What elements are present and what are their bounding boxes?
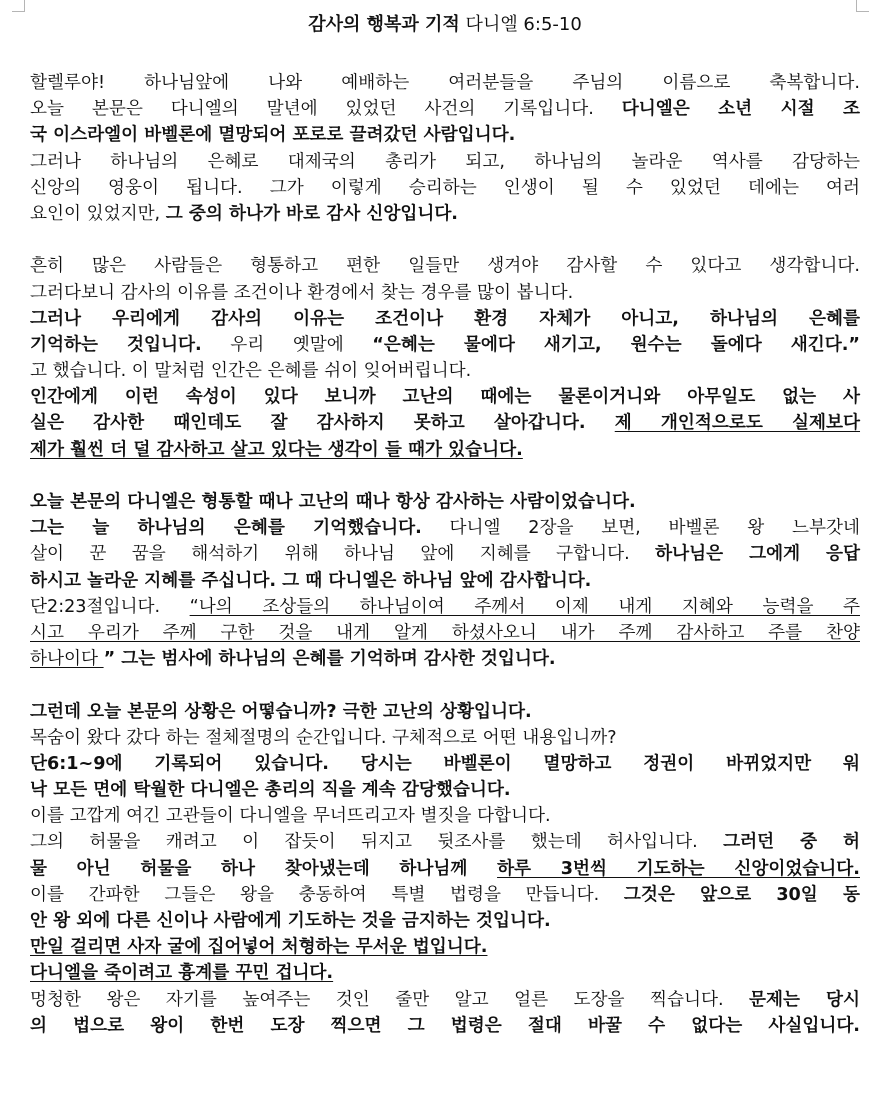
text-line [30, 306, 860, 332]
text-line [30, 594, 860, 620]
text-span: 신앙의 영웅이 됩니다. 그가 이렇게 승리하는 인생이 될 수 있었던 데에는 여러 [30, 177, 860, 198]
text-line [30, 410, 860, 436]
paragraph [30, 70, 860, 227]
bold-text-span: 그런데 오늘 본문의 상황은 어떻습니까? 극한 고난의 상황입니다. [30, 701, 532, 722]
text-span: 우리 옛말에 [201, 334, 373, 355]
paragraph [30, 253, 860, 463]
text-line [30, 384, 860, 410]
bold-text-span: 의 법으로 왕이 한번 도장 찍으면 그 법령은 절대 바꿀 수 없다는 사실입니다. [30, 1015, 860, 1036]
text-span: 그러나 하나님의 은혜로 대제국의 총리가 되고, 하나님의 놀라운 역사를 감당하는 [30, 151, 860, 172]
text-line [30, 122, 860, 148]
bold-text-span: 다니엘은 소년 시절 조 [621, 99, 860, 120]
text-span: 멍청한 왕은 자기를 높여주는 것인 줄만 알고 얼른 도장을 찍습니다. [30, 989, 750, 1010]
text-span: 이를 간파한 그들은 왕을 충동하여 특별 법령을 만듭니다. [30, 884, 624, 905]
text-span: 시고 우리가 주께 구한 것을 내게 알게 하셨사오니 내가 주께 감사하고 주를 찬양 [30, 622, 860, 643]
text-line [30, 934, 860, 960]
text-span: 이를 고깝게 여긴 고관들이 다니엘을 무너뜨리고자 별짓을 다합니다. [30, 806, 551, 827]
text-line [30, 725, 860, 751]
text-line [30, 856, 860, 882]
bold-text-span: 안 왕 외에 다른 신이나 사람에게 기도하는 것을 금지하는 것입니다. [30, 911, 551, 931]
text-span: 목숨이 왔다 갔다 하는 절체절명의 순간입니다. 구체적으로 어떤 내용입니까? [30, 727, 617, 748]
paragraph-gap [30, 672, 860, 698]
scripture-reference: 다니엘 6:5-10 [459, 14, 582, 35]
text-span: 오늘 본문은 다니엘의 말년에 있었던 사건의 기록입니다. [30, 99, 622, 120]
text-span: 살이 꾼 꿈을 해석하기 위해 하나님 앞에 지혜를 구합니다. [30, 544, 656, 565]
text-line [30, 699, 860, 725]
paragraph-gap [30, 227, 860, 253]
text-line [30, 987, 860, 1013]
bold-text-span: 그것은 앞으로 30일 동 [623, 884, 861, 905]
bold-text-span: 기억하는 것입니다. [30, 334, 202, 355]
bold-text-span: 인간에게 이런 속성이 있다 보니까 고난의 때에는 물론이거니와 아무일도 없는 사 [30, 387, 860, 408]
text-line [30, 332, 860, 358]
sermon-body [30, 70, 860, 1039]
text-line [30, 777, 860, 803]
text-line [30, 70, 860, 96]
paragraph [30, 489, 860, 672]
text-line [30, 489, 860, 515]
text-line [30, 96, 860, 122]
bold-text-span: 하나님은 그에게 응답 [655, 544, 860, 565]
bold-text-span: 오늘 본문의 다니엘은 형통할 때나 고난의 때나 항상 감사하는 사람이었습니다. [30, 492, 636, 512]
text-line [30, 803, 860, 829]
text-line [30, 620, 860, 646]
text-line [30, 201, 860, 227]
text-line [30, 829, 860, 855]
text-line [30, 568, 860, 594]
text-span: 하나이다 [30, 649, 104, 670]
text-line [30, 751, 860, 777]
bold-text-span: 그러나 우리에게 감사의 이유는 조건이나 환경 자체가 아니고, 하나님의 은혜를 [30, 308, 860, 329]
bold-text-span: 그러던 중 허 [723, 832, 860, 853]
text-line [30, 908, 860, 934]
text-line [30, 1013, 860, 1039]
paragraph [30, 699, 860, 1039]
text-line [30, 280, 860, 306]
text-line [30, 149, 860, 175]
page-corner-mark-left [12, 0, 25, 12]
bold-text-span: 국 이스라엘이 바벨론에 멸망되어 포로로 끌려갔던 사람입니다. [30, 125, 516, 146]
text-line [30, 646, 860, 672]
text-line [30, 358, 860, 384]
sermon-title [30, 8, 860, 42]
text-span: “나의 조상들의 하나님이여 주께서 이제 내게 지혜와 능력을 주 [189, 596, 860, 617]
bold-text-span: 만일 걸리면 사자 굴에 집어넣어 처형하는 무서운 법입니다. [30, 937, 488, 958]
bold-text-span: 실은 감사한 때인데도 잘 감사하지 못하고 살아갑니다. [30, 413, 615, 434]
bold-text-span: 제 개인적으로도 실제보다 [614, 413, 861, 434]
bold-text-span: 물 아닌 허물을 하나 찾아냈는데 하나님께 [30, 858, 498, 879]
bold-text-span: 그 중의 하나가 바로 감사 신앙입니다. [165, 203, 458, 224]
text-span: 요인이 있었지만, [30, 203, 166, 224]
paragraph-gap [30, 463, 860, 489]
text-span: 단2:23절입니다. [30, 596, 190, 617]
text-line [30, 175, 860, 201]
bold-text-span: ” 그는 범사에 하나님의 은혜를 기억하며 감사한 것입니다. [103, 649, 556, 670]
text-span: 다니엘 2장을 보면, 바벨론 왕 느부갓네 [421, 518, 860, 539]
bold-text-span: 하루 3번씩 기도하는 신앙이었습니다. [497, 858, 860, 879]
text-span: 할렐루야! 하나님앞에 나와 예배하는 여러분들을 주님의 이름으로 축복합니다. [30, 73, 860, 93]
text-line [30, 541, 860, 567]
bold-text-span: 단6:1~9에 기록되어 있습니다. 당시는 바벨론이 멸망하고 정권이 바뀌었지만 워 [30, 753, 860, 774]
text-span: 그러다보니 감사의 이유를 조건이나 환경에서 찾는 경우를 많이 봅니다. [30, 282, 574, 303]
text-span: 흔히 많은 사람들은 형통하고 편한 일들만 생겨야 감사할 수 있다고 생각합니다. [30, 256, 860, 277]
bold-text-span: 그는 늘 하나님의 은혜를 기억했습니다. [30, 518, 422, 539]
text-line [30, 882, 860, 908]
bold-text-span: 하시고 놀라운 지혜를 주십니다. 그 때 다니엘은 하나님 앞에 감사합니다. [30, 570, 592, 591]
document-page [30, 8, 860, 1039]
bold-text-span: 낙 모든 면에 탁월한 다니엘은 총리의 직을 계속 감당했습니다. [30, 780, 511, 801]
bold-text-span: 문제는 당시 [749, 989, 860, 1010]
bold-text-span: 다니엘을 죽이려고 흉계를 꾸민 겁니다. [30, 963, 334, 984]
text-line [30, 437, 860, 463]
text-line [30, 253, 860, 279]
title-text: 감사의 행복과 기적 [308, 14, 460, 35]
bold-text-span: “은혜는 물에다 새기고, 원수는 돌에다 새긴다.” [372, 334, 860, 355]
bold-text-span: 제가 훨씬 더 덜 감사하고 살고 있다는 생각이 들 때가 있습니다. [30, 439, 523, 460]
text-line [30, 515, 860, 541]
text-line [30, 960, 860, 986]
text-span: 고 했습니다. 이 말처럼 인간은 은혜를 쉬이 잊어버립니다. [30, 361, 472, 382]
text-span: 그의 허물을 캐려고 이 잡듯이 뒤지고 뒷조사를 했는데 허사입니다. [30, 832, 724, 853]
